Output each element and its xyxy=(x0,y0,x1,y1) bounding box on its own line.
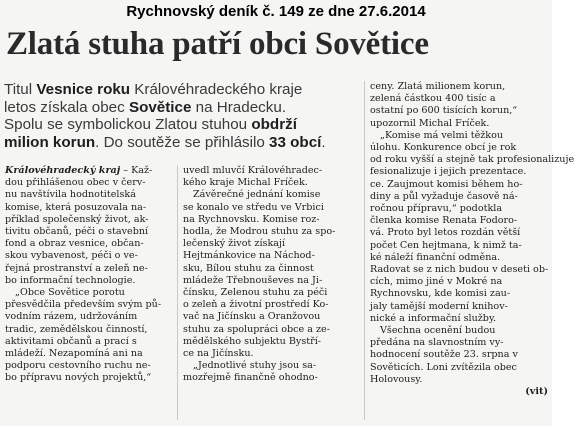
lead-emphasis: 33 obcí xyxy=(269,133,322,151)
body-line: úlohu. Konkurence obcí je rok xyxy=(370,142,517,154)
body-line: mozřejmě finančně ohodno- xyxy=(183,372,318,384)
body-line: vač na Jičínsku a Oranžovou xyxy=(183,311,321,323)
body-line: fond a obraz vesnice, občan- xyxy=(5,238,144,250)
dateline: Královéhradecký kraj xyxy=(5,165,121,176)
body-line: ostatní po 600 tisících korun,“ xyxy=(370,105,518,117)
body-line: sku, Bílou stuhu za činnost xyxy=(183,262,314,274)
lead-emphasis: Vesnice roku xyxy=(36,81,131,98)
lead-line xyxy=(4,116,316,134)
body-line: diny a půl vyžaduje časově ná- xyxy=(370,190,518,202)
body-line: ké náleží finanční odměna. xyxy=(370,251,501,263)
body-line: bo informační technologie. xyxy=(5,274,136,286)
body-line: mládeží. Nezapomíná ani na xyxy=(5,348,143,360)
body-line: řejná prostranství a zeleň ne- xyxy=(5,262,148,274)
body-line: kého kraje Michal Fríček. xyxy=(183,177,308,189)
body-line: stuhu za spolupráci obce a ze- xyxy=(183,323,330,335)
body-line: počet Cen hejtmana, k nimž ta- xyxy=(370,239,522,251)
body-line: vodním rázem, udržováním xyxy=(5,311,138,323)
body-line: jaly tamější moderní knihov- xyxy=(370,300,508,312)
body-line: tivitu občanů, péči o stavební xyxy=(5,226,149,238)
body-line: mědělského subjektu Bystří- xyxy=(183,335,322,347)
body-line: cích, mimo jiné v Mokré na xyxy=(370,276,503,288)
body-line: ce na Jičínsku. xyxy=(183,348,254,360)
body-line: komise, která posuzovala na- xyxy=(5,201,147,213)
body-line: zelená částkou 400 tisíc a xyxy=(370,93,496,105)
body-line: na Rychnovsku. Komise roz- xyxy=(183,213,320,225)
lead-emphasis: milion korun xyxy=(4,133,96,151)
body-line: dou přihlášenou obec v červ- xyxy=(5,177,146,189)
body-line: o zeleň a životní prostředí Ko- xyxy=(183,299,329,311)
column-divider xyxy=(177,165,178,420)
lead-emphasis: obdrží xyxy=(251,116,297,133)
article-column-3 xyxy=(370,81,574,398)
body-line: uvedl mluvčí Královéhradec- xyxy=(183,165,323,176)
source-line: Rychnovský deník č. 149 ze dne 27.6.2014 xyxy=(126,3,426,20)
body-line: fesionalizuje i jejich prezentace. xyxy=(370,166,527,178)
body-line: skou vybavenost, péči o ve- xyxy=(5,250,138,262)
body-line: lečenský život získají xyxy=(183,238,286,250)
body-line: Sověticích. Loni zvítězila obec xyxy=(370,361,517,373)
body-line: „Jednotlivé stuhy jsou sa- xyxy=(193,360,317,372)
article-column-2 xyxy=(183,165,359,385)
body-line: Holovousy. xyxy=(370,373,423,385)
body-line: Královéhradecký kraj – Kaž- xyxy=(5,165,153,176)
article-column-1 xyxy=(5,165,175,385)
body-line: upozornil Michal Fríček. xyxy=(370,117,490,129)
body-line: Všechna ocenění budou xyxy=(380,325,496,337)
article-headline: Zlatá stuha patří obci Sovětice xyxy=(6,26,429,62)
body-line: „Komise má velmi těžkou xyxy=(380,129,504,141)
body-line: Hejtmánkovice na Náchod- xyxy=(183,250,315,262)
body-line: příklad společenský život, ak- xyxy=(5,213,149,225)
body-line: Závěrečné jednání komise xyxy=(193,189,321,201)
lead-text: . Do soutěže se přihlásilo xyxy=(95,133,270,151)
lead-text: Titul xyxy=(4,81,37,98)
body-line: čínsku, Zelenou stuhu za péči xyxy=(183,287,328,299)
body-line: předána na slavnostním vy- xyxy=(370,337,504,349)
lead-emphasis: Sovětice xyxy=(128,98,192,116)
body-line: ročnou přípravu,“ podotkla xyxy=(370,203,503,215)
lead-text: . xyxy=(321,133,326,151)
body-line: Rychnovsku, kde komisi zau- xyxy=(370,288,511,300)
body-line: ce. Zaujmout komisi během ho- xyxy=(370,178,523,190)
author-tag: (vit) xyxy=(525,386,548,398)
lead-line xyxy=(4,99,316,117)
column-divider xyxy=(364,81,365,420)
body-line: vá. Proto byl letos rozdán větší xyxy=(370,227,521,239)
body-line: Radovat se z nich budou v deseti ob- xyxy=(370,264,549,276)
lead-line xyxy=(4,81,316,99)
lead-text: na Hradecku. xyxy=(191,98,286,116)
body-line: hodnocení soutěže 23. srpna v xyxy=(370,349,518,361)
body-line: tradic, zemědělskou činností, xyxy=(5,323,148,335)
lead-text: letos získala obec xyxy=(4,98,129,116)
body-line: bo přípravu nových projektů,“ xyxy=(5,372,152,384)
lead-text: Spolu se symbolickou Zlatou stuhou xyxy=(4,116,252,133)
body-line: přesvědčila především svým pů- xyxy=(5,299,162,311)
body-line: se konalo ve středu ve Vrbici xyxy=(183,201,324,213)
body-line: nu navštívila hodnotitelská xyxy=(5,189,136,201)
body-line: od roku vyšší a stejně tak profesionalizuje xyxy=(370,154,574,166)
body-line: „Obce Sovětice porotu xyxy=(15,287,125,299)
body-line: ceny. Zlatá milionem korun, xyxy=(370,81,506,92)
body-line: hodla, že Modrou stuhu za spo- xyxy=(183,226,336,238)
lead-line xyxy=(4,133,326,152)
article-lead xyxy=(4,81,326,151)
body-line: podporu cestovního ruchu ne- xyxy=(5,360,151,372)
body-line: aktivitami občanů a prací s xyxy=(5,335,137,347)
body-line: nické a informační služby. xyxy=(370,312,497,324)
body-line: členka komise Renata Fodoro- xyxy=(370,215,518,227)
lead-text: Královéhradeckého kraje xyxy=(130,81,303,98)
body-line: mládeže Třebnouševes na Ji- xyxy=(183,274,323,286)
